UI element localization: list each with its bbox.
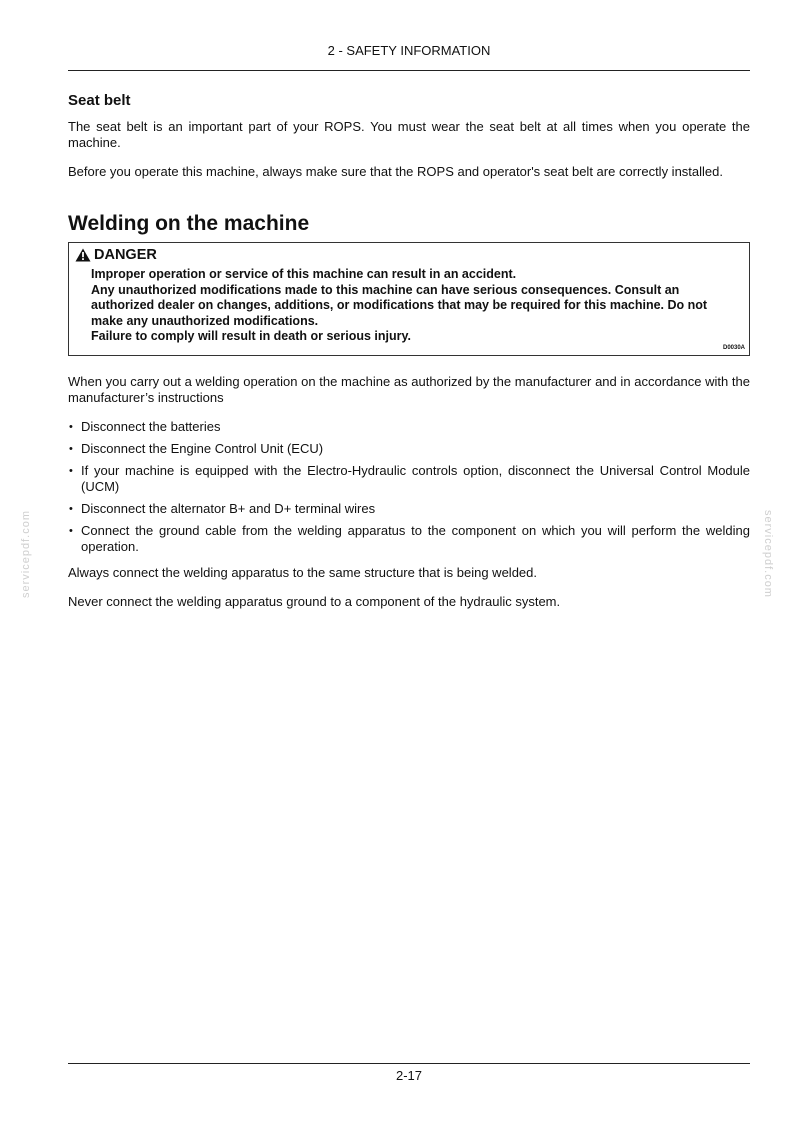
welding-heading: Welding on the machine xyxy=(68,212,310,235)
danger-body xyxy=(75,267,727,345)
list-item: • Connect the ground cable from the welding apparatus to the component on which you will perform the welding operation. xyxy=(69,522,750,554)
danger-line-3: Failure to comply will result in death or serious injury. xyxy=(91,329,411,343)
header-rule xyxy=(68,70,750,71)
page-number: 2-17 xyxy=(395,1068,423,1083)
bullet-icon: • xyxy=(69,442,73,455)
seat-belt-paragraph-1: The seat belt is an important part of your ROPS. You must wear the seat belt at all times when you operate the machine. xyxy=(68,119,750,150)
welding-intro: When you carry out a welding operation on the machine as authorized by the manufacturer and in accordance with the manufacturer’s instructions xyxy=(68,373,750,405)
danger-code: D0030A xyxy=(722,344,745,351)
danger-label: DANGER xyxy=(94,247,157,263)
seat-belt-heading: Seat belt xyxy=(68,92,131,109)
list-item: • If your machine is equipped with the Electro-Hydraulic controls option, disconnect the Universal Control Module (UCM) xyxy=(69,462,750,494)
footer-rule xyxy=(68,1063,750,1064)
welding-steps-list xyxy=(68,419,750,555)
bullet-icon: • xyxy=(69,502,73,515)
watermark-right: servicepdf.com xyxy=(762,510,774,598)
watermark-left: servicepdf.com xyxy=(20,510,32,598)
warning-triangle-icon xyxy=(75,248,91,262)
danger-box xyxy=(68,242,750,356)
welding-closing-2: Never connect the welding apparatus ground to a component of the hydraulic system. xyxy=(68,593,561,609)
seat-belt-paragraph-2: Before you operate this machine, always make sure that the ROPS and operator's seat belt are correctly installed. xyxy=(68,164,723,179)
bullet-icon: • xyxy=(69,420,73,433)
danger-title xyxy=(75,247,727,263)
welding-closing-1: Always connect the welding apparatus to the same structure that is being welded. xyxy=(68,564,537,580)
list-item: • Disconnect the batteries xyxy=(69,418,221,434)
danger-line-1: Improper operation or service of this machine can result in an accident. xyxy=(91,267,517,281)
bullet-icon: • xyxy=(69,464,73,477)
danger-line-2: Any unauthorized modifications made to this machine can have serious consequences. Consult an authorized dealer on changes, additions, or modifications that may be required for this machine. Do not make any unauthorized modifications. xyxy=(91,282,708,328)
list-item: • Disconnect the Engine Control Unit (ECU) xyxy=(69,440,324,456)
section-header: 2 - SAFETY INFORMATION xyxy=(327,43,491,58)
list-item: • Disconnect the alternator B+ and D+ terminal wires xyxy=(69,500,376,516)
bullet-icon: • xyxy=(69,524,73,537)
page-content xyxy=(68,92,750,623)
